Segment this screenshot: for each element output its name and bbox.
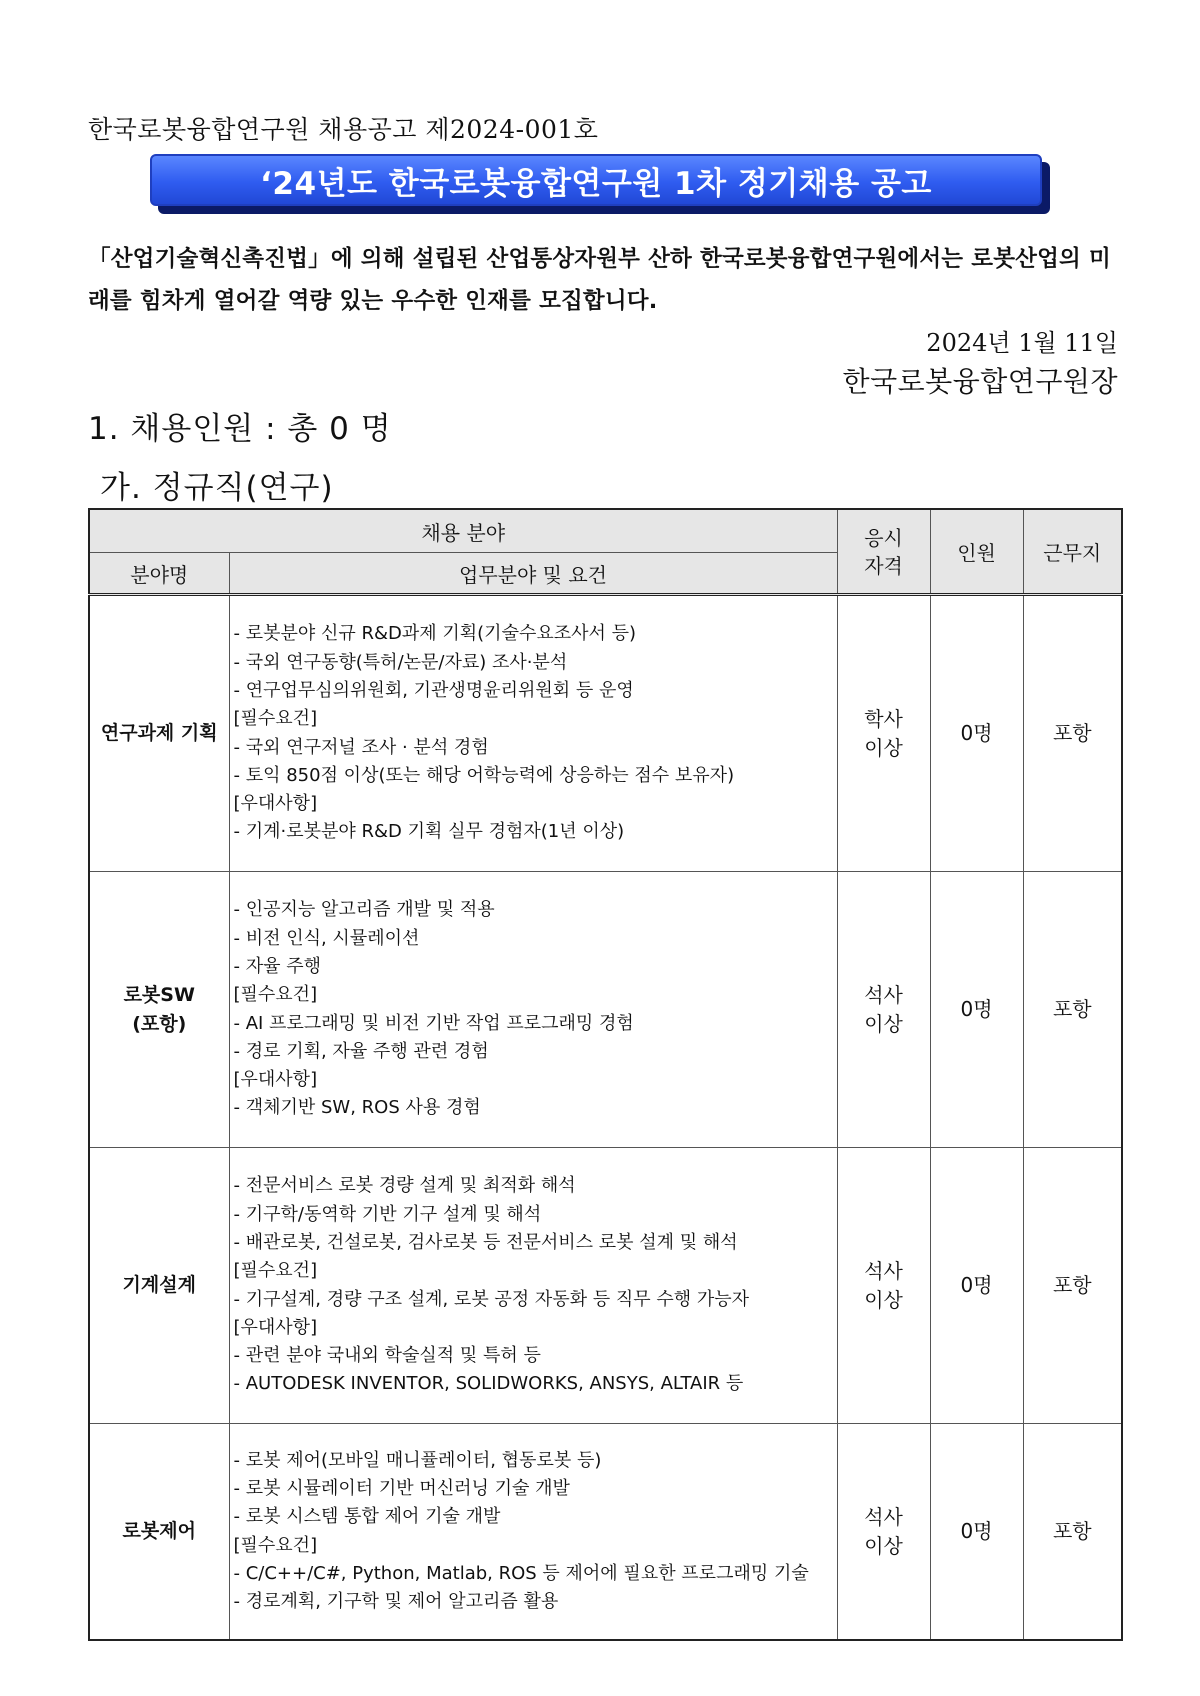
duty-line: - 로봇 제어(모바일 매니퓰레이터, 협동로봇 등) [233,1449,602,1471]
duty-line: - AI 프로그래밍 및 비전 기반 작업 프로그래밍 경험 [233,1012,634,1034]
headcount-cell: 0명 [930,872,1023,1148]
duty-line: - 국외 연구동향(특허/논문/자료) 조사·분석 [233,651,568,673]
duty-line: [필수요건] [233,1534,318,1556]
notice-date: 2024년 1월 11일 [926,329,1118,357]
qualification-line: 석사 [864,1258,903,1283]
subsection-heading-regular-research: 가. 정규직(연구) [100,470,334,506]
header-recruit-field: 채용 분야 [89,509,837,553]
duty-line: [우대사항] [233,1316,318,1338]
header-field-name: 분야명 [89,553,229,595]
field-name-cell [89,872,229,1148]
qualification-line: 석사 [864,1504,903,1529]
duty-line: - 경로 기획, 자율 주행 관련 경험 [233,1040,489,1062]
duties-cell [229,1148,837,1424]
duty-line: [필수요건] [233,1260,318,1282]
duty-line: [필수요건] [233,984,318,1006]
qualification-line: 석사 [864,982,903,1007]
location-cell: 포항 [1023,872,1122,1148]
qualification-line: 학사 [864,706,903,731]
header-qualification [837,509,930,595]
page-title: ‘24년도 한국로봇융합연구원 1차 정기채용 공고 [260,165,932,202]
duties-cell [229,872,837,1148]
duty-line: - 토익 850점 이상(또는 해당 어학능력에 상응하는 점수 보유자) [233,764,735,786]
field-name-cell: 연구과제 기획 [89,595,229,872]
duty-line: - AUTODESK INVENTOR, SOLIDWORKS, ANSYS, ALTAIR 등 [233,1373,744,1395]
duty-line: - 로봇 시스템 통합 제어 기술 개발 [233,1506,501,1528]
header-duties: 업무분야 및 요건 [229,553,837,595]
qualification-line: 이상 [864,1287,903,1312]
title-banner [150,154,1050,214]
header-location: 근무지 [1023,509,1122,595]
duty-line: - 기구학/동역학 기반 기구 설계 및 해석 [233,1203,542,1225]
duty-line: - 객체기반 SW, ROS 사용 경험 [233,1097,481,1119]
qualification-line: 이상 [864,1011,903,1036]
recruitment-table [88,508,1123,1641]
duty-line: - 경로계획, 기구학 및 제어 알고리즘 활용 [233,1591,559,1613]
duty-line: - 국외 연구저널 조사 · 분석 경험 [233,736,489,758]
location-cell: 포항 [1023,595,1122,872]
table-row [89,872,1122,1148]
headcount-cell: 0명 [930,595,1023,872]
field-name-cell: 로봇제어 [89,1424,229,1641]
table-row [89,1148,1122,1424]
location-cell: 포항 [1023,1424,1122,1641]
duty-line: [필수요건] [233,708,318,730]
duty-line: - 기구설계, 경량 구조 설계, 로봇 공정 자동화 등 직무 수행 가능자 [233,1288,750,1310]
title-banner-box [150,154,1042,206]
duty-line: [우대사항] [233,1069,318,1091]
headcount-cell: 0명 [930,1148,1023,1424]
location-cell: 포항 [1023,1148,1122,1424]
table-row [89,595,1122,872]
duty-line: - 자율 주행 [233,955,321,977]
duty-line: - C/C++/C#, Python, Matlab, ROS 등 제어에 필요한 프로그래밍 기술 [233,1562,809,1584]
duties-cell [229,595,837,872]
intro-paragraph: 「산업기술혁신촉진법」에 의해 설립된 산업통상자원부 산하 한국로봇융합연구원에서는 로봇산업의 미래를 힘차게 열어갈 역량 있는 우수한 인재를 모집합니다. [88,246,1111,314]
duty-line: - 관련 분야 국내외 학술실적 및 특허 등 [233,1345,541,1367]
duty-line: - 전문서비스 로봇 경량 설계 및 최적화 해석 [233,1175,576,1197]
field-name-line: 로봇SW [123,983,195,1006]
qualification-cell [837,1424,930,1641]
qualification-cell [837,1148,930,1424]
duty-line: - 로봇분야 신규 R&D과제 기획(기술수요조사서 등) [233,623,637,645]
notice-number: 한국로봇융합연구원 채용공고 제2024-001호 [88,115,599,144]
qualification-line: 이상 [864,735,903,760]
qualification-cell [837,595,930,872]
field-name-cell: 기계설계 [89,1148,229,1424]
duty-line: [우대사항] [233,793,318,815]
duty-line: - 연구업무심의위원회, 기관생명윤리위원회 등 운영 [233,679,634,701]
header-headcount: 인원 [930,509,1023,595]
duty-line: - 인공지능 알고리즘 개발 및 적용 [233,899,495,921]
duty-line: - 배관로봇, 건설로봇, 검사로봇 등 전문서비스 로봇 설계 및 해석 [233,1231,738,1253]
headcount-cell: 0명 [930,1424,1023,1641]
issuer-name: 한국로봇융합연구원장 [842,365,1118,398]
duties-cell [229,1424,837,1641]
field-name-line: (포항) [132,1012,187,1035]
duty-line: - 로봇 시뮬레이터 기반 머신러닝 기술 개발 [233,1477,570,1499]
section-heading-headcount: 1. 채용인원 : 총 0 명 [88,411,392,447]
table-row [89,1424,1122,1641]
qualification-line: 이상 [864,1533,903,1558]
duty-line: - 기계·로봇분야 R&D 기획 실무 경험자(1년 이상) [233,821,625,843]
qualification-cell [837,872,930,1148]
header-qualification-label: 응시 자격 [864,525,903,578]
duty-line: - 비전 인식, 시뮬레이션 [233,927,420,949]
